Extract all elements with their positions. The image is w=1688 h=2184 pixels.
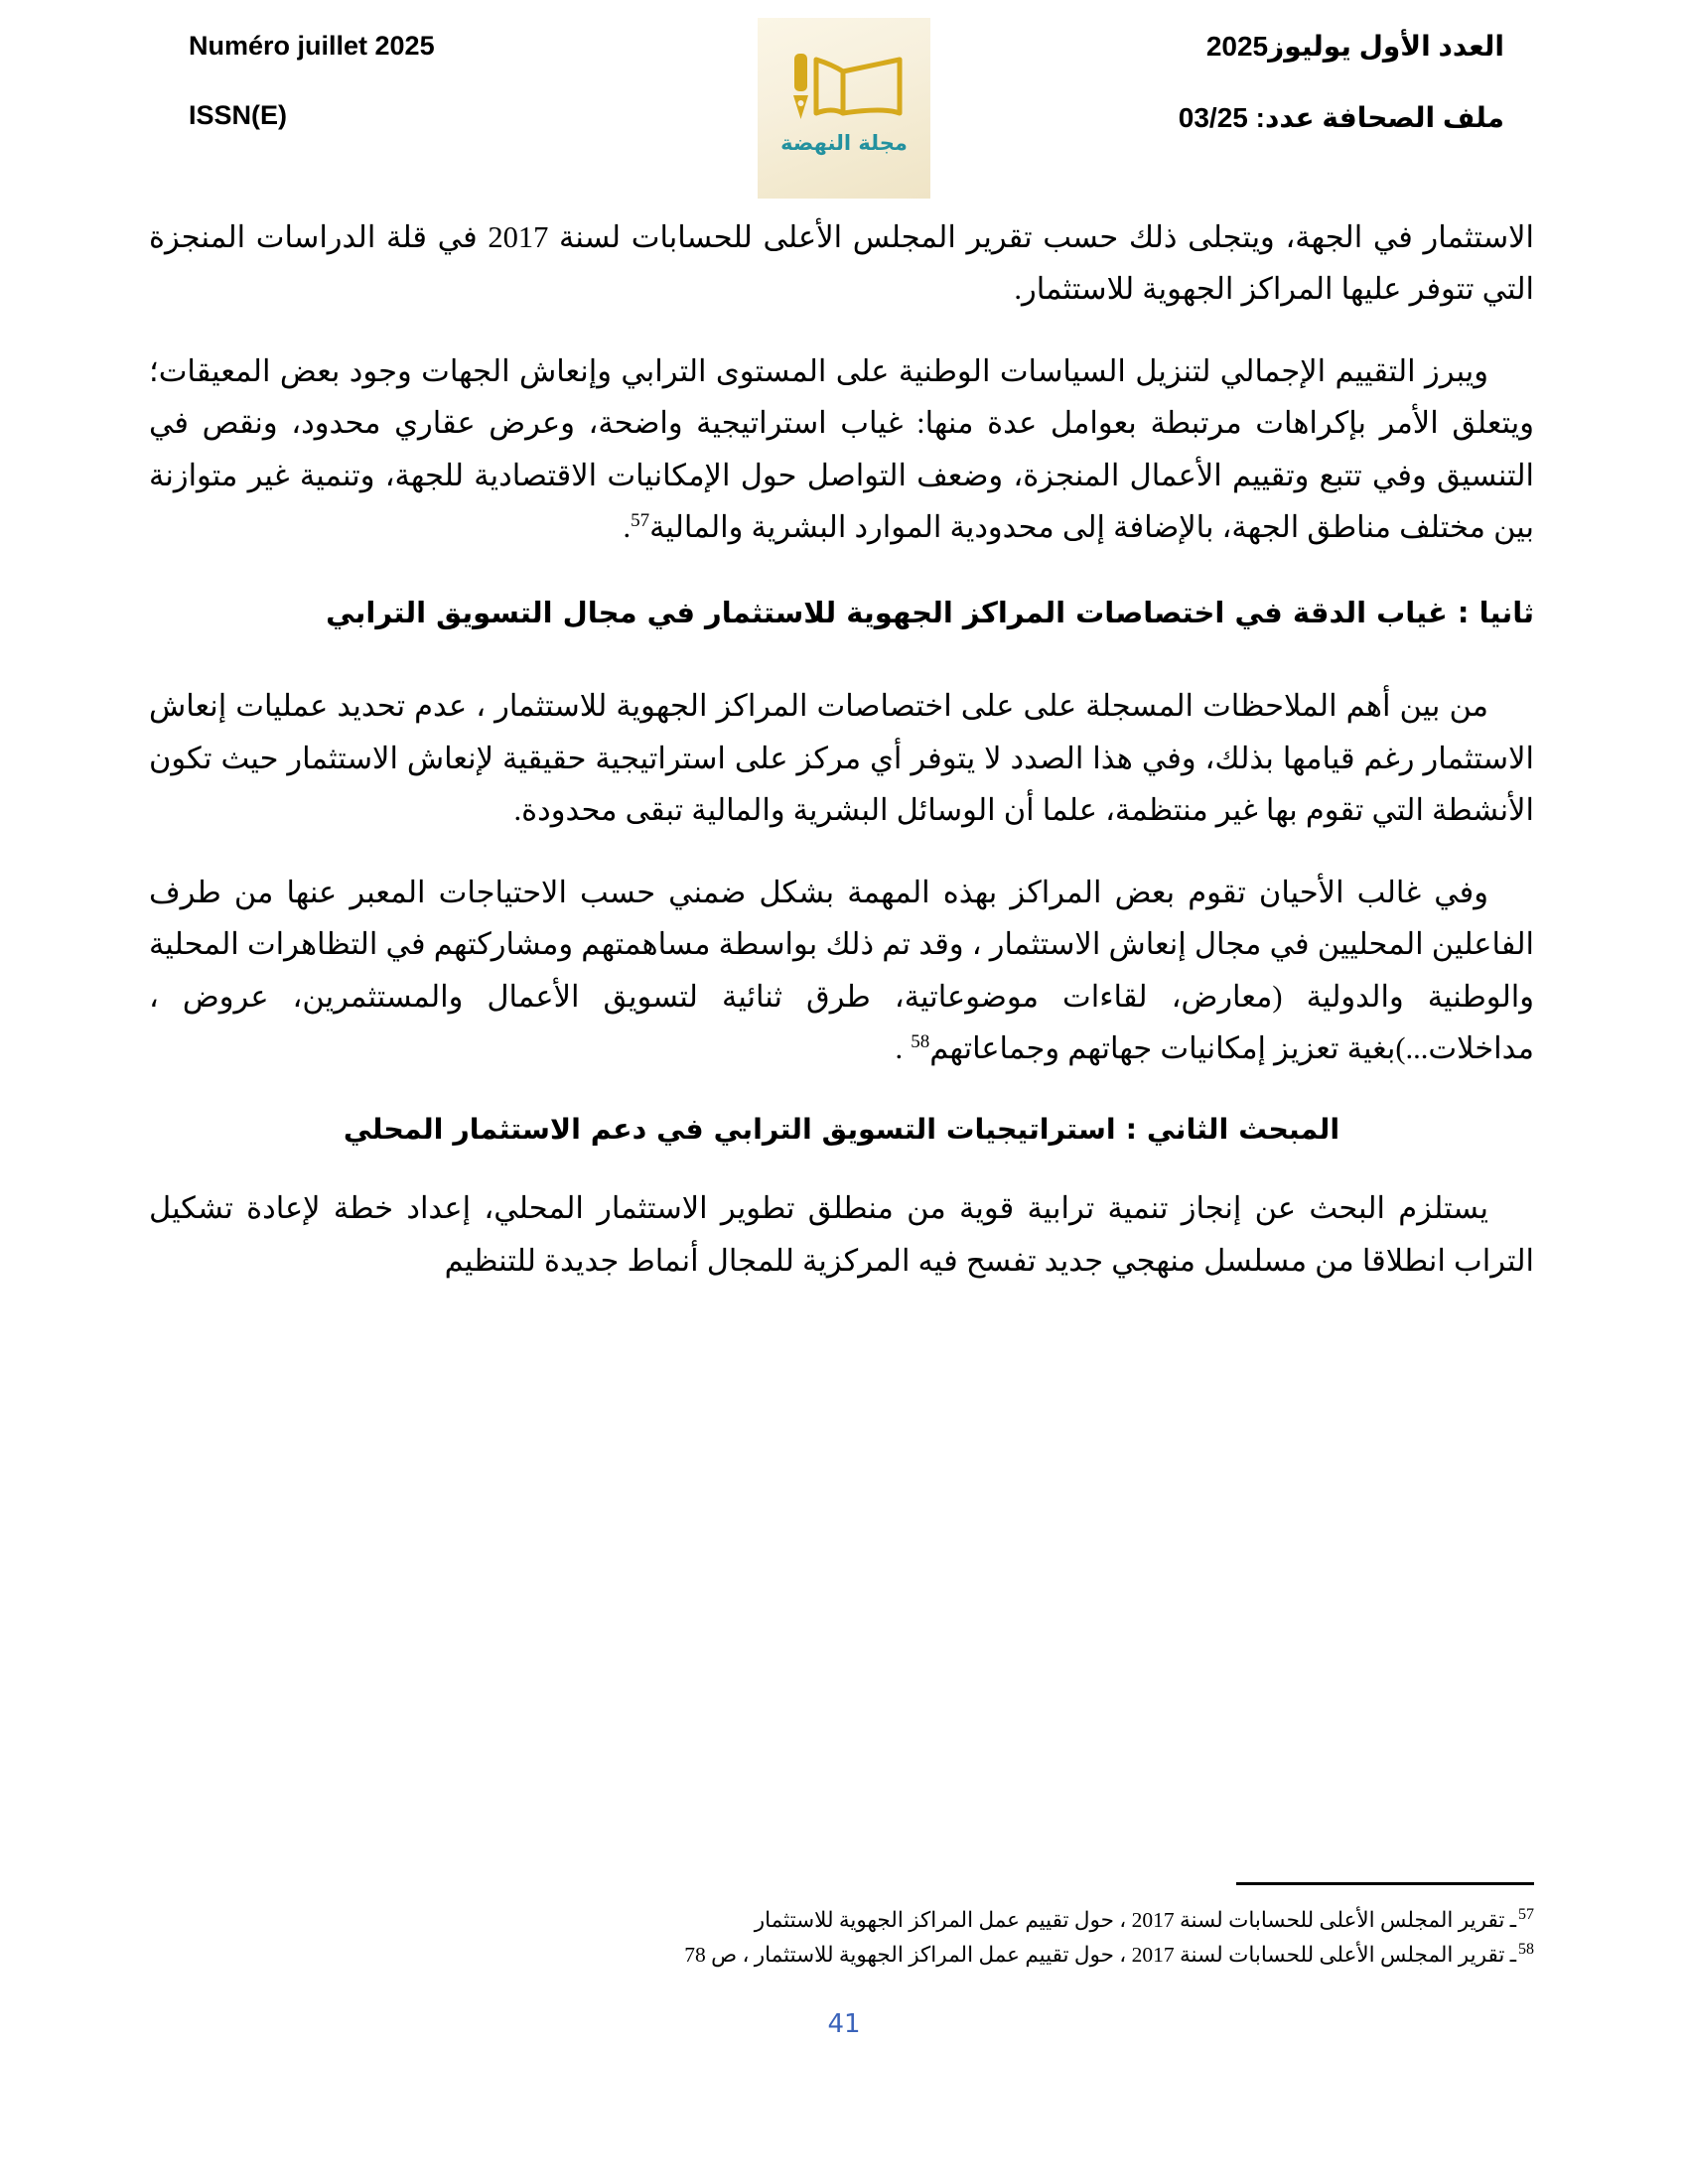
paragraph-4-tail: .	[895, 1031, 912, 1066]
journal-logo	[758, 18, 930, 199]
paragraph-5	[149, 1182, 1534, 1287]
pen-icon	[793, 54, 808, 119]
paragraph-1	[149, 211, 1534, 316]
paragraph-3	[149, 680, 1534, 836]
page-number: 41	[827, 2009, 861, 2039]
footnote-separator-rule	[1236, 1882, 1534, 1885]
paragraph-5-text: يستلزم البحث عن إنجاز تنمية ترابية قوية من منطلق تطوير الاستثمار المحلي، إعداد خطة لإعادة تشكيل التراب انطلاقا من مسلسل منهجي جديد تفسح فيه المركزية للمجال أنماط جديدة للتنظيم	[149, 1191, 1534, 1278]
footnote-number-57: 57	[1518, 1905, 1534, 1923]
footnote-text-57: ـ تقرير المجلس الأعلى للحسابات لسنة 2017 ، حول تقييم عمل المراكز الجهوية للاستثمار	[754, 1908, 1516, 1932]
footnote-item-57	[149, 1903, 1534, 1938]
section-heading-thaniyan-label: ثانيا : غياب الدقة في اختصاصات المراكز الجهوية للاستثمار في مجال التسويق الترابي	[326, 595, 1534, 629]
header-issn-line: ISSN(E)	[189, 100, 288, 131]
header-issue-line: العدد الأول يوليوز2025	[1205, 31, 1504, 62]
header-numero-line: Numéro juillet 2025	[189, 31, 435, 61]
paragraph-2-tail: .	[623, 510, 632, 545]
footnote-text-58: ـ تقرير المجلس الأعلى للحسابات لسنة 2017 ، حول تقييم عمل المراكز الجهوية للاستثمار ، ص 78	[684, 1942, 1516, 1967]
footnote-reference-57[interactable]: 57	[631, 510, 650, 532]
paragraph-1-text: الاستثمار في الجهة، ويتجلى ذلك حسب تقرير المجلس الأعلى للحسابات لسنة 2017 في قلة الدراسات المنجزة التي تتوفر عليها المراكز الجهوية للاستثمار.	[149, 220, 1534, 307]
section-heading-thaniyan	[149, 588, 1534, 639]
page-header	[0, 0, 1688, 199]
footnote-reference-58[interactable]: 58	[911, 1030, 930, 1052]
header-right-column	[1087, 30, 1504, 134]
section-heading-mabhath-thani-label: المبحث الثاني : استراتيجيات التسويق الترابي في دعم الاستثمار المحلي	[343, 1112, 1340, 1146]
header-left-column	[189, 30, 606, 132]
paragraph-4	[149, 867, 1534, 1075]
paragraph-3-text: من بين أهم الملاحظات المسجلة على على اختصاصات المراكز الجهوية للاستثمار ، عدم تحديد عمليات إنعاش الاستثمار رغم قيامها بذلك، وفي هذا الصدد لا يتوفر أي مركز على استراتيجية حقيقية لإنعاش الاستثمار حيث تكون الأنشطة التي تقوم بها غير منتظمة، علما أن الوسائل البشرية والمالية تبقى محدودة.	[149, 689, 1534, 828]
footnotes-section	[149, 1882, 1534, 1973]
paragraph-2	[149, 345, 1534, 554]
document-body	[149, 211, 1534, 1316]
footnote-number-58: 58	[1518, 1940, 1534, 1958]
footnote-item-58	[149, 1938, 1534, 1973]
section-heading-mabhath-thani	[149, 1105, 1534, 1156]
paragraph-2-text: ويبرز التقييم الإجمالي لتنزيل السياسات الوطنية على المستوى الترابي وإنعاش الجهات وجود بعض المعيقات؛ ويتعلق الأمر بإكراهات مرتبطة بعوامل عدة منها: غياب استراتيجية واضحة، وعرض عقاري محدود، ونقص في التنسيق وفي تتبع وتقييم الأعمال المنجزة، وضعف التواصل حول الإمكانيات الاقتصادية للجهة، وتنمية غير متوازنة بين مختلف مناطق الجهة، بالإضافة إلى محدودية الموارد البشرية والمالية	[149, 353, 1534, 545]
footnote-list	[149, 1899, 1534, 1973]
open-book-with-pen-icon	[780, 44, 908, 129]
paragraph-4-text: وفي غالب الأحيان تقوم بعض المراكز بهذه المهمة بشكل ضمني حسب الاحتياجات المعبر عنها من طرف الفاعلين المحليين في مجال إنعاش الاستثمار ، وقد تم ذلك بواسطة مساهمتهم ومشاركتهم في التظاهرات المحلية والوطنية والدولية (معارض، لقاءات موضوعاتية، طرق ثنائية لتسويق الأعمال والمستثمرين، عروض ، مداخلات...)بغية تعزيز إمكانيات جهاتهم وجماعاتهم	[149, 875, 1534, 1066]
journal-logo-caption: مجلة النهضة	[780, 131, 908, 155]
header-file-number-line: ملف الصحافة عدد: 03/25	[1178, 101, 1504, 133]
